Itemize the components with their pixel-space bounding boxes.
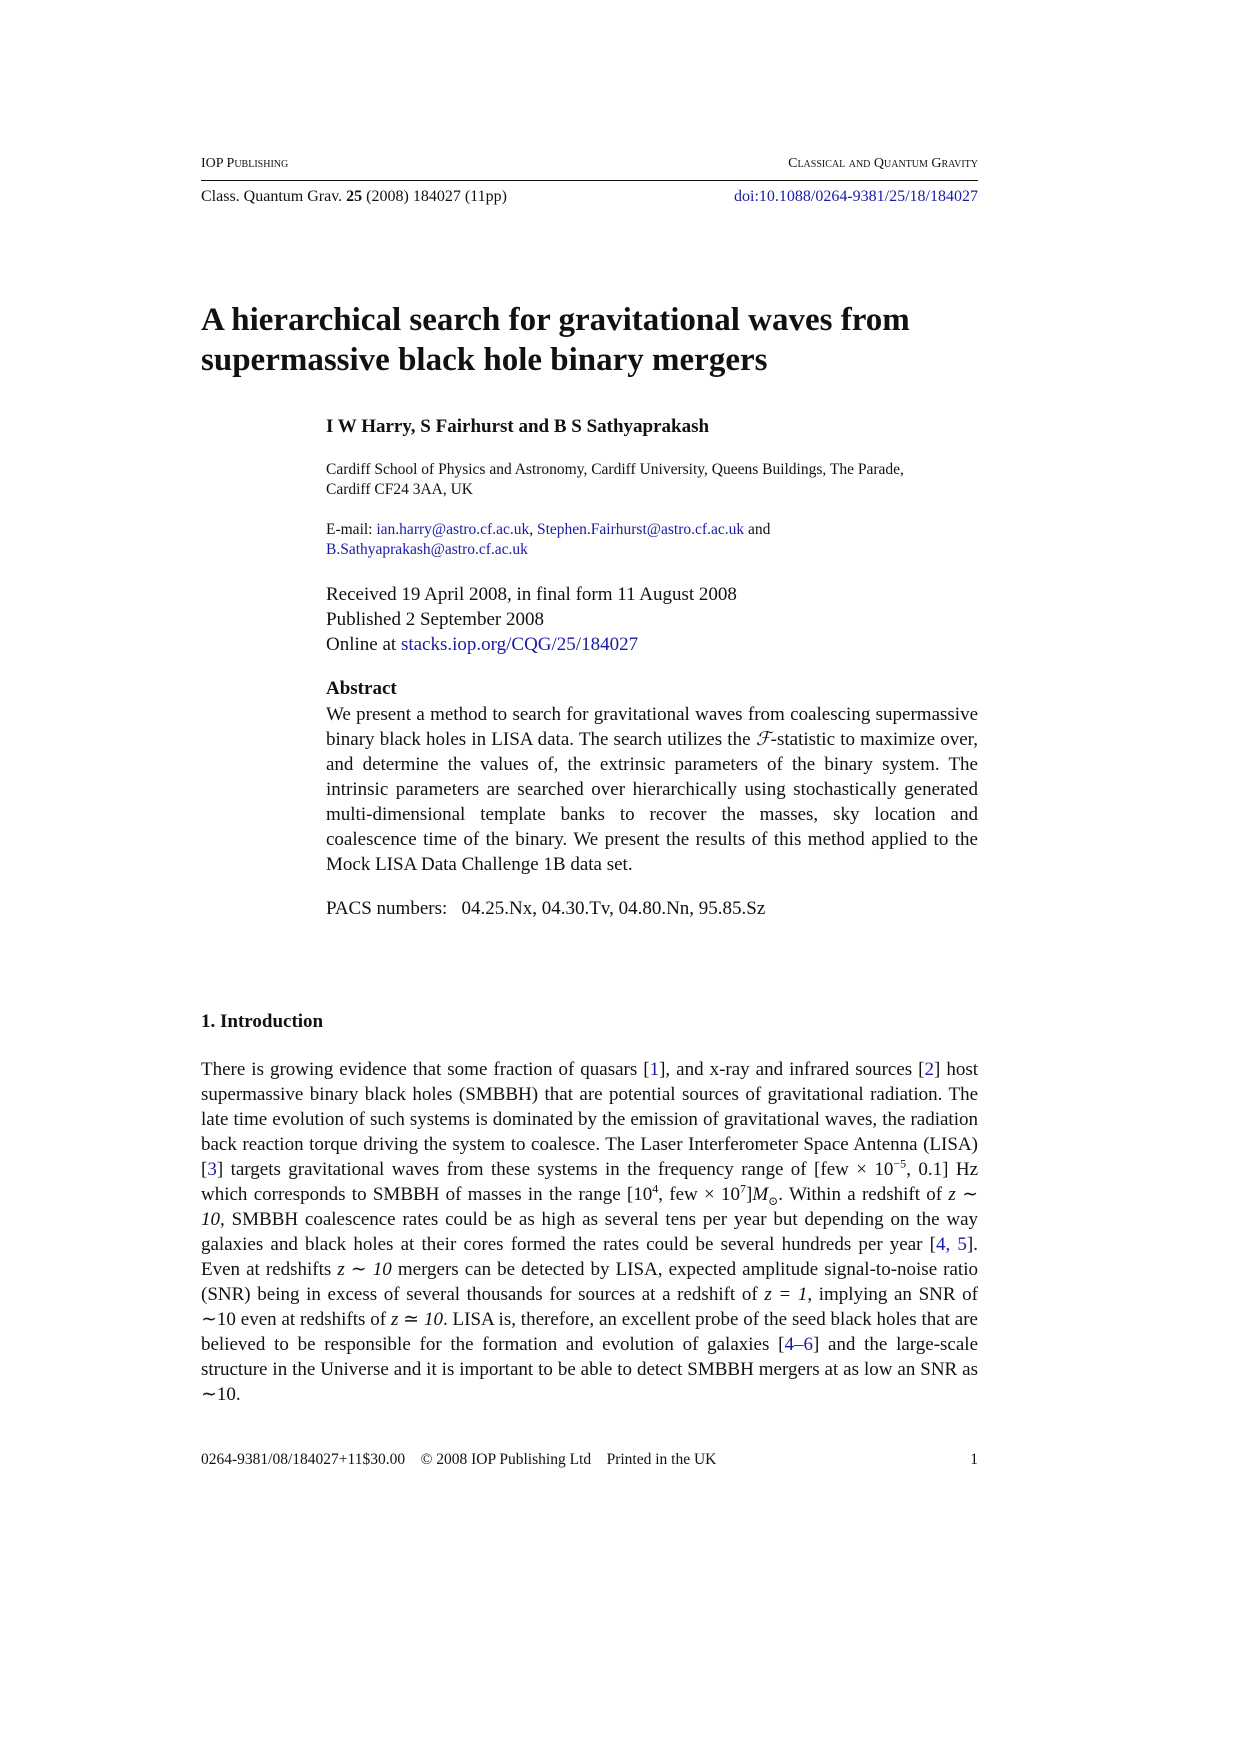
ref-link-3[interactable]: 3 [207, 1159, 217, 1180]
abstract-text [326, 702, 978, 877]
page-number: 1 [970, 1451, 978, 1468]
pacs-numbers: PACS numbers: 04.25.Nx, 04.30.Tv, 04.80.Nn, 95.85.Sz [326, 898, 766, 919]
sun-symbol: ⊙ [768, 1193, 779, 1208]
paper-title: A hierarchical search for gravitational waves from supermassive black hole binary mergers [201, 302, 910, 378]
citation-details: (2008) 184027 (11pp) [366, 188, 507, 205]
ref-link-5[interactable]: 5 [957, 1234, 967, 1255]
abstract-part-1: We present a method to search for gravitational waves from coalescing supermassive binary black holes in LISA data. The search utilizes the [326, 704, 978, 750]
journal-name: Classical and Quantum Gravity [788, 156, 978, 171]
intro-text: , 0.1] Hz which corresponds to SMBBH of masses in the range [10 [201, 1159, 978, 1205]
online-label: Online at [326, 634, 397, 655]
email-and: and [747, 521, 771, 538]
intro-text: ] and the large-scale structure in the Universe and it is important to be able to detect SMBBH mergers at as low an SNR as ∼10. [201, 1334, 978, 1405]
intro-text: ] targets gravitational waves from these systems in the frequency range of [few × 10 [216, 1159, 894, 1180]
intro-text: There is growing evidence that some fraction of quasars [ [201, 1059, 650, 1080]
citation [201, 188, 507, 206]
email-link-harry[interactable]: ian.harry@astro.cf.ac.uk [376, 521, 530, 538]
author-list: I W Harry, S Fairhurst and B S Sathyaprakash [326, 416, 710, 437]
online-line [326, 632, 986, 657]
affiliation [326, 460, 986, 500]
citation-journal: Class. Quantum Grav. [201, 188, 343, 205]
intro-text: , implying an SNR of ∼10 even at redshifts of [201, 1284, 979, 1330]
intro-text: , SMBBH coalescence rates could be as high as several tens per year but depending on the way galaxies and black holes at their cores formed the rates could be several hundreds per year [ [201, 1209, 978, 1255]
email-label: E-mail: [326, 521, 373, 538]
redshift-expression: z ∼ 10 [201, 1184, 978, 1230]
doi-link[interactable]: doi:10.1088/0264-9381/25/18/184027 [734, 188, 978, 205]
redshift-expression: z ∼ 10 [337, 1259, 392, 1280]
email-link-sathyaprakash[interactable]: B.Sathyaprakash@astro.cf.ac.uk [326, 541, 528, 558]
ref-separator: , [945, 1234, 958, 1255]
intro-text: mergers can be detected by LISA, expected amplitude signal-to-noise ratio (SNR) being in excess of several thousands for sources at a redshift of [201, 1259, 978, 1305]
publisher-name: IOP Publishing [201, 156, 289, 171]
publication-dates [326, 582, 986, 657]
copyright-line: 0264-9381/08/184027+11$30.00 © 2008 IOP Publishing Ltd Printed in the UK [201, 1451, 717, 1468]
abstract-part-2: -statistic to maximize over, and determine the values of, the extrinsic parameters of the binary system. The intrinsic parameters are searched over hierarchically using stochastically generated multi-dimensional template banks to recover the masses, sky location and coalescence time of the binary. We present the results of this method applied to the Mock LISA Data Challenge 1B data set. [326, 729, 978, 875]
intro-text: . LISA is, therefore, an excellent probe of the seed black holes that are believed to be responsible for the formation and evolution of galaxies [ [201, 1309, 978, 1355]
intro-text: ]. Even at redshifts [201, 1234, 978, 1280]
exponent: −5 [893, 1156, 907, 1171]
section-heading-introduction: 1. Introduction [201, 1011, 324, 1032]
running-header [201, 154, 978, 181]
intro-text: ], and x-ray and infrared sources [ [659, 1059, 925, 1080]
ref-link-2[interactable]: 2 [924, 1059, 935, 1080]
affiliation-line-1: Cardiff School of Physics and Astronomy, Cardiff University, Queens Buildings, The Parade, [326, 461, 904, 478]
exponent: 4 [652, 1181, 659, 1196]
f-statistic-symbol: ℱ [755, 729, 771, 750]
ref-link-1[interactable]: 1 [649, 1059, 660, 1080]
redshift-expression: z = 1 [764, 1284, 808, 1305]
email-block: E-mail: ian.harry@astro.cf.ac.uk, Stephen.Fairhurst@astro.cf.ac.uk and B.Sathyaprakash@astro.cf.ac.uk [326, 521, 771, 558]
introduction-paragraph [201, 1057, 978, 1407]
solar-mass-symbol: M [752, 1184, 769, 1205]
published-date: Published 2 September 2008 [326, 609, 544, 630]
exponent: 7 [740, 1181, 747, 1196]
abstract-heading: Abstract [326, 678, 397, 699]
affiliation-line-2: Cardiff CF24 3AA, UK [326, 481, 473, 498]
intro-text: , few × 10 [658, 1184, 741, 1205]
intro-text: ] [746, 1184, 753, 1205]
online-link[interactable]: stacks.iop.org/CQG/25/184027 [400, 634, 639, 655]
ref-link-4[interactable]: 4 [936, 1234, 946, 1255]
redshift-expression: z ≃ 10 [390, 1309, 443, 1330]
received-date: Received 19 April 2008, in final form 11 August 2008 [326, 584, 737, 605]
intro-text: ] host supermassive binary black holes (SMBBH) that are potential sources of gravitational radiation. The late time evolution of such systems is dominated by the emission of gravitational waves, the radiation back reaction torque driving the system to coalesce. The Laser Interferometer Space Antenna (LISA) [ [201, 1059, 979, 1180]
email-link-fairhurst[interactable]: Stephen.Fairhurst@astro.cf.ac.uk [536, 521, 745, 538]
ref-link-4-6[interactable]: 4–6 [784, 1334, 813, 1355]
intro-text: . Within a redshift of [778, 1184, 949, 1205]
citation-volume: 25 [346, 188, 363, 205]
